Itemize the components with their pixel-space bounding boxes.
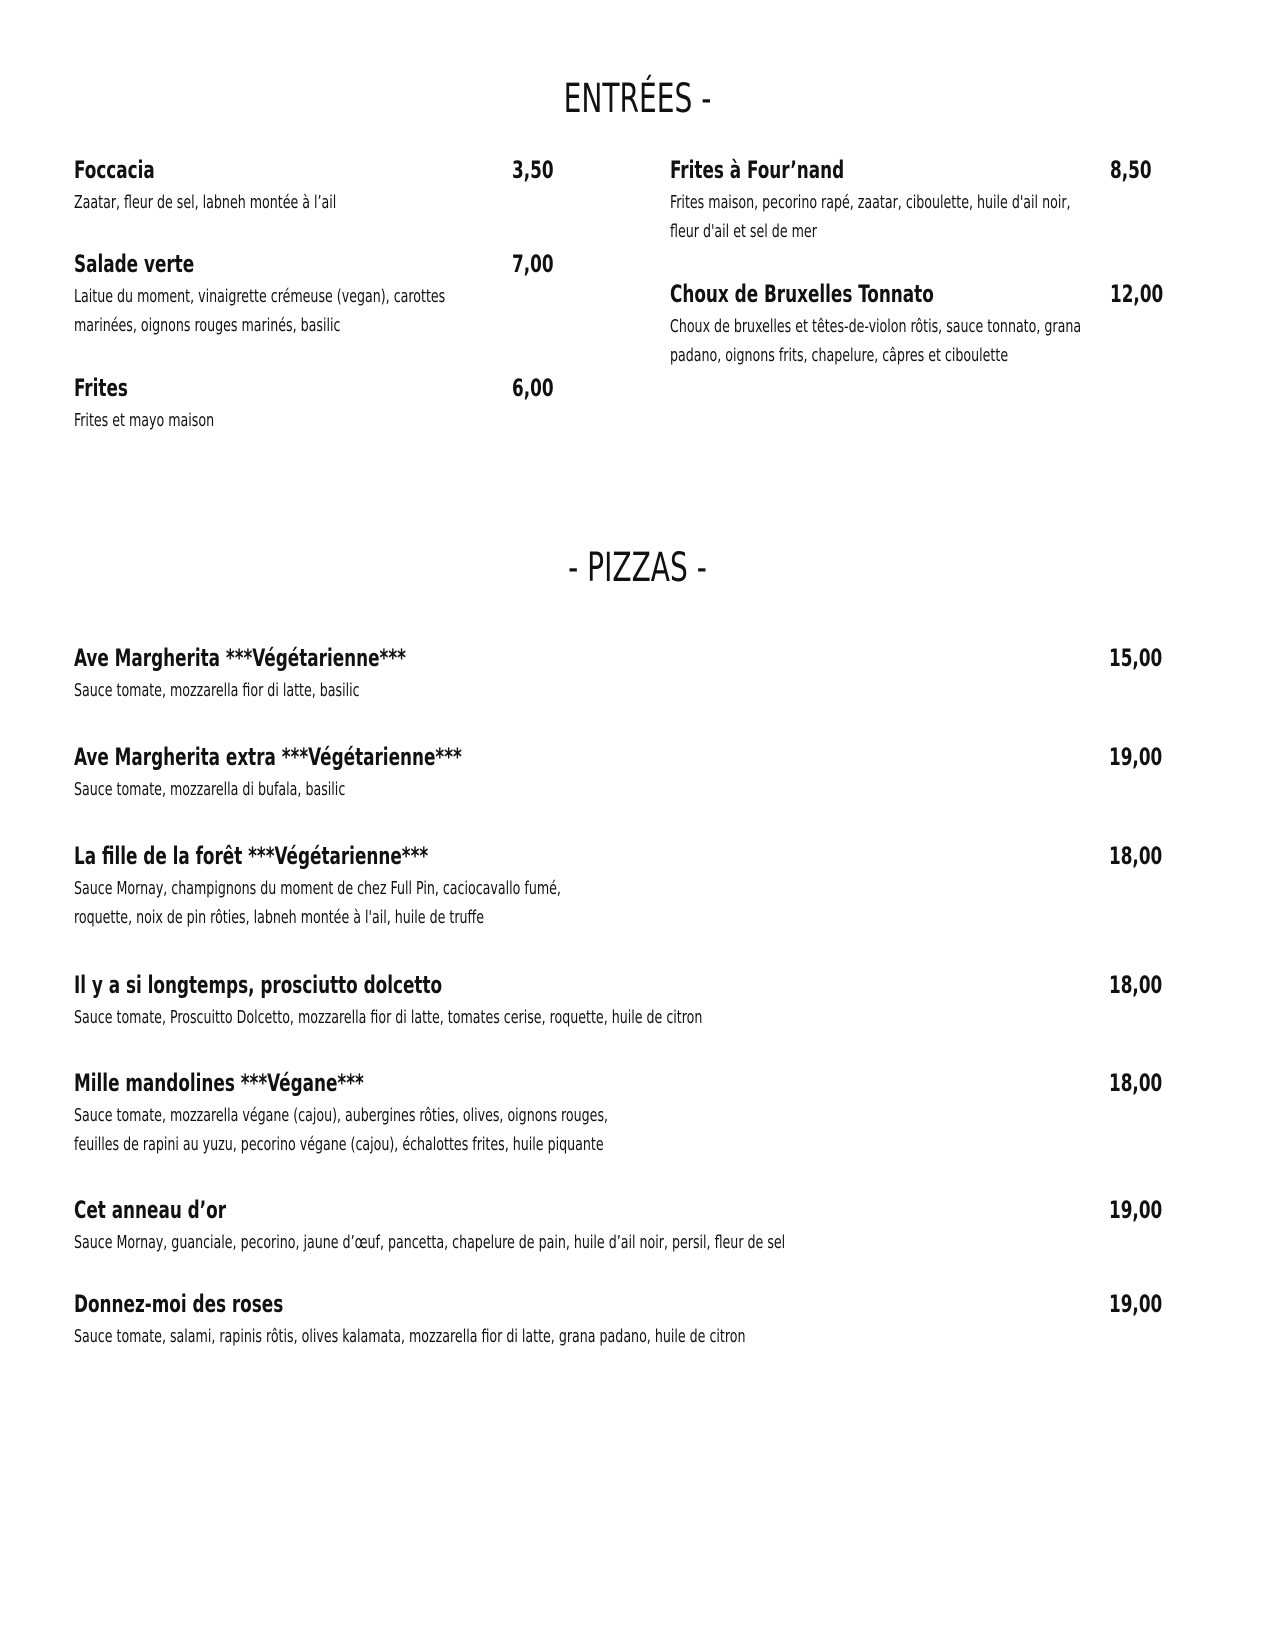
menu-item — [74, 1196, 1194, 1266]
menu-item — [74, 250, 574, 350]
item-price: 18,00 — [1109, 1069, 1163, 1097]
item-description: Sauce Mornay, champignons du moment de chez Full Pin, caciocavallo fumé, roquette, noix de pin rôties, labneh montée à l'ail, huile de truffe — [74, 878, 561, 928]
menu-item — [670, 280, 1190, 380]
entrees-heading: ENTRÉES - — [563, 76, 712, 122]
menu-item — [74, 1069, 1194, 1169]
item-price: 15,00 — [1109, 644, 1163, 672]
item-price: 8,50 — [1110, 156, 1152, 184]
pizzas-heading: - PIZZAS - — [568, 545, 707, 591]
item-description: Sauce Mornay, guanciale, pecorino, jaune d’œuf, pancetta, chapelure de pain, huile d’ail noir, persil, fleur de sel — [74, 1232, 786, 1253]
item-name: Frites à Four’nand — [670, 156, 845, 184]
item-name: Cet anneau d’or — [74, 1196, 227, 1224]
item-price: 12,00 — [1110, 280, 1164, 308]
item-price: 18,00 — [1109, 842, 1163, 870]
item-description: Choux de bruxelles et têtes-de-violon rôtis, sauce tonnato, grana padano, oignons frits, chapelure, câpres et ciboulette — [670, 316, 1082, 366]
item-description: Sauce tomate, mozzarella fior di latte, basilic — [74, 680, 360, 701]
item-description: Frites et mayo maison — [74, 410, 215, 431]
menu-item — [670, 156, 1190, 256]
item-name: Frites — [74, 374, 128, 402]
item-price: 19,00 — [1109, 1196, 1163, 1224]
item-price: 7,00 — [512, 250, 554, 278]
menu-item — [74, 374, 574, 454]
item-description: Sauce tomate, salami, rapinis rôtis, olives kalamata, mozzarella fior di latte, grana padano, huile de citron — [74, 1326, 746, 1347]
item-description: Sauce tomate, mozzarella di bufala, basilic — [74, 779, 346, 800]
item-name: Salade verte — [74, 250, 195, 278]
item-name: Donnez-moi des roses — [74, 1290, 284, 1318]
item-name: Choux de Bruxelles Tonnato — [670, 280, 934, 308]
item-name: La fille de la forêt ***Végétarienne*** — [74, 842, 429, 870]
menu-item — [74, 644, 1194, 714]
item-name: Mille mandolines ***Végane*** — [74, 1069, 364, 1097]
menu-item — [74, 743, 1194, 813]
item-name: Ave Margherita ***Végétarienne*** — [74, 644, 406, 672]
menu-item — [74, 842, 1194, 942]
item-price: 18,00 — [1109, 971, 1163, 999]
item-name: Il y a si longtemps, prosciutto dolcetto — [74, 971, 443, 999]
item-price: 19,00 — [1109, 1290, 1163, 1318]
item-name: Foccacia — [74, 156, 155, 184]
menu-item — [74, 1290, 1194, 1360]
item-description: Sauce tomate, Proscuitto Dolcetto, mozzarella fior di latte, tomates cerise, roquette, huile de citron — [74, 1007, 703, 1028]
item-price: 19,00 — [1109, 743, 1163, 771]
menu-item — [74, 156, 574, 236]
item-description: Zaatar, fleur de sel, labneh montée à l’ail — [74, 192, 337, 213]
item-price: 3,50 — [512, 156, 554, 184]
item-description: Sauce tomate, mozzarella végane (cajou), aubergines rôties, olives, oignons rouges, feuilles de rapini au yuzu, pecorino végane (cajou), échalottes frites, huile piquante — [74, 1105, 609, 1155]
item-name: Ave Margherita extra ***Végétarienne*** — [74, 743, 462, 771]
item-description: Laitue du moment, vinaigrette crémeuse (vegan), carottes marinées, oignons rouges marinés, basilic — [74, 286, 446, 336]
item-price: 6,00 — [512, 374, 554, 402]
menu-item — [74, 971, 1194, 1041]
item-description: Frites maison, pecorino rapé, zaatar, ciboulette, huile d'ail noir, fleur d'ail et sel de mer — [670, 192, 1071, 242]
